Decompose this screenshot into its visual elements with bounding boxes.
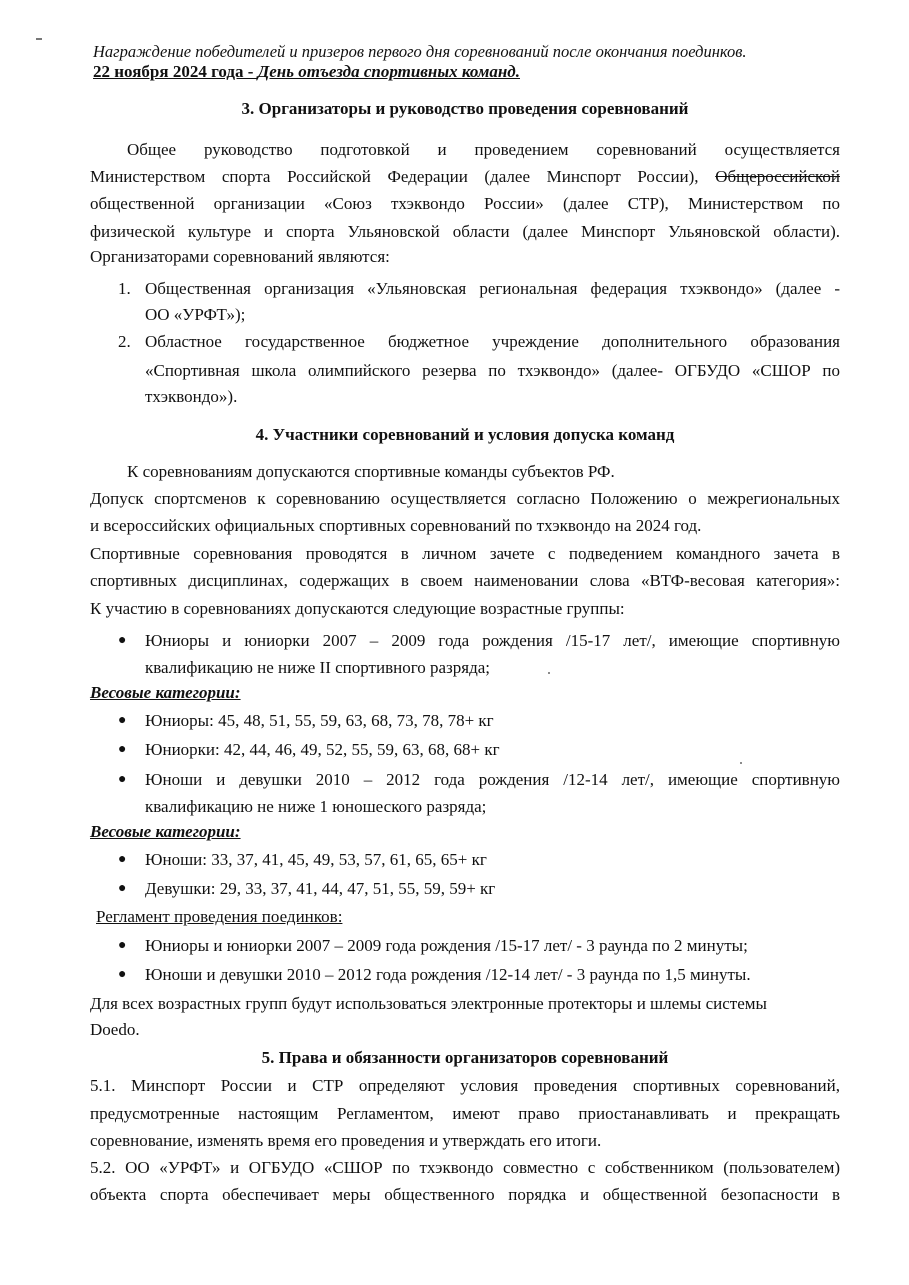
bullet-item bbox=[118, 627, 840, 683]
s5-p1-line: предусмотренные настоящим Регламентом, имеют право приостанавливать и прекращать bbox=[90, 1104, 840, 1123]
s3-p1-line: физической культуре и спорта Ульяновской области (далее Минспорт Ульяновской области). bbox=[90, 222, 840, 241]
bullet-line: Юноши и девушки 2010 – 2012 года рождения /12-14 лет/ - 3 раунда по 1,5 минуты. bbox=[145, 965, 751, 984]
bullet-line: Юниоры: 45, 48, 51, 55, 59, 63, 68, 73, 78, 78+ кг bbox=[145, 711, 494, 730]
s3-p1-line: Организаторами соревнований являются: bbox=[90, 247, 390, 266]
departure-text: День отъезда спортивных команд. bbox=[257, 62, 520, 81]
s3-p1-line: Общее руководство подготовкой и проведением соревнований осуществляется bbox=[127, 140, 840, 159]
s5-p2-line: объекта спорта обеспечивает меры общественного порядка и общественной безопасности в bbox=[90, 1185, 840, 1204]
weights-label: Весовые категории: bbox=[90, 822, 241, 841]
s4-p5-line: Doedo. bbox=[90, 1020, 140, 1039]
bullet-line: Юниоры и юниорки 2007 – 2009 года рождения /15-17 лет/, имеющие спортивную bbox=[145, 631, 840, 650]
list-item bbox=[118, 275, 840, 331]
bullet-item bbox=[118, 707, 840, 735]
list-number: 2. bbox=[118, 332, 131, 351]
bullet-item bbox=[118, 846, 840, 874]
s5-p1-line: соревнование, изменять время его проведения и утверждать его итоги. bbox=[90, 1131, 602, 1150]
bullet-line: Юниорки: 42, 44, 46, 49, 52, 55, 59, 63, 68, 68+ кг bbox=[145, 740, 500, 759]
scan-mark bbox=[36, 38, 42, 40]
departure-date: 22 ноября 2024 года - bbox=[93, 62, 258, 81]
bullet-line: квалификацию не ниже 1 юношеского разряда; bbox=[145, 797, 487, 816]
section-3-heading: 3. Организаторы и руководство проведения соревнований bbox=[241, 99, 689, 118]
list-item-line: Общественная организация «Ульяновская региональная федерация тхэквондо» (далее - bbox=[145, 279, 840, 298]
list-number: 1. bbox=[118, 279, 131, 298]
s4-p3-line: спортивных дисциплинах, содержащих в своем наименовании слова «ВТФ-весовая категория»: bbox=[90, 571, 840, 590]
s3-p1-line bbox=[90, 163, 840, 191]
regulation-label: Регламент проведения поединков: bbox=[96, 907, 343, 926]
s4-p2-line: и всероссийских официальных спортивных соревнований по тхэквондо на 2024 год. bbox=[90, 516, 702, 535]
list-item-line: ОО «УРФТ»); bbox=[145, 305, 246, 324]
bullet-item bbox=[118, 932, 840, 960]
s5-p1-line: 5.1. Минспорт России и СТР определяют условия проведения спортивных соревнований, bbox=[90, 1076, 840, 1095]
section-4-heading: 4. Участники соревнований и условия допуска команд bbox=[255, 425, 675, 444]
bullet-item bbox=[118, 736, 840, 764]
list-item-line: Областное государственное бюджетное учреждение дополнительного образования bbox=[145, 332, 840, 351]
bullet-line: квалификацию не ниже II спортивного разряда; bbox=[145, 658, 490, 677]
weights-label: Весовые категории: bbox=[90, 683, 241, 702]
s3-struck-word: Общероссийской bbox=[715, 167, 840, 186]
bullet-item bbox=[118, 875, 840, 903]
list-item-line: «Спортивная школа олимпийского резерва по тхэквондо» (далее- ОГБУДО «СШОР по bbox=[145, 361, 840, 380]
bullet-icon: ● bbox=[118, 938, 127, 953]
s4-p3-line: Спортивные соревнования проводятся в личном зачете с подведением командного зачета в bbox=[90, 544, 840, 563]
bullet-line: Девушки: 29, 33, 37, 41, 44, 47, 51, 55, 59, 59+ кг bbox=[145, 879, 496, 898]
bullet-icon: ● bbox=[118, 633, 127, 648]
award-note: Награждение победителей и призеров первого дня соревнований после окончания поединков. bbox=[93, 42, 747, 61]
bullet-icon: ● bbox=[118, 967, 127, 982]
bullet-icon: ● bbox=[118, 881, 127, 896]
bullet-icon: ● bbox=[118, 852, 127, 867]
section-5-heading: 5. Права и обязанности организаторов соревнований bbox=[261, 1048, 669, 1067]
bullet-line: Юноши: 33, 37, 41, 45, 49, 53, 57, 61, 65, 65+ кг bbox=[145, 850, 487, 869]
s4-p2-line: Допуск спортсменов к соревнованию осуществляется согласно Положению о межрегиональных bbox=[90, 489, 840, 508]
bullet-item bbox=[118, 961, 840, 989]
list-item-line: тхэквондо»). bbox=[145, 387, 238, 406]
bullet-item bbox=[118, 766, 840, 822]
bullet-line: Юноши и девушки 2010 – 2012 года рождения /12-14 лет/, имеющие спортивную bbox=[145, 770, 840, 789]
bullet-icon: ● bbox=[118, 772, 127, 787]
departure-line bbox=[93, 58, 843, 86]
s3-p1-line: общественной организации «Союз тхэквондо России» (далее СТР), Министерством по bbox=[90, 194, 840, 213]
s4-p1: К соревнованиям допускаются спортивные команды субъектов РФ. bbox=[127, 462, 615, 481]
bullet-icon: ● bbox=[118, 742, 127, 757]
s5-p2-line: 5.2. ОО «УРФТ» и ОГБУДО «СШОР по тхэквондо совместно с собственником (пользователем) bbox=[90, 1158, 840, 1177]
s4-p5-line: Для всех возрастных групп будут использоваться электронные протекторы и шлемы системы bbox=[90, 994, 767, 1013]
list-item bbox=[118, 328, 840, 412]
bullet-line: Юниоры и юниорки 2007 – 2009 года рождения /15-17 лет/ - 3 раунда по 2 минуты; bbox=[145, 936, 748, 955]
s3-p1-text: Министерством спорта Российской Федерации (далее Минспорт России), bbox=[90, 167, 699, 186]
s4-p4: К участию в соревнованиях допускаются следующие возрастные группы: bbox=[90, 599, 625, 618]
bullet-icon: ● bbox=[118, 713, 127, 728]
